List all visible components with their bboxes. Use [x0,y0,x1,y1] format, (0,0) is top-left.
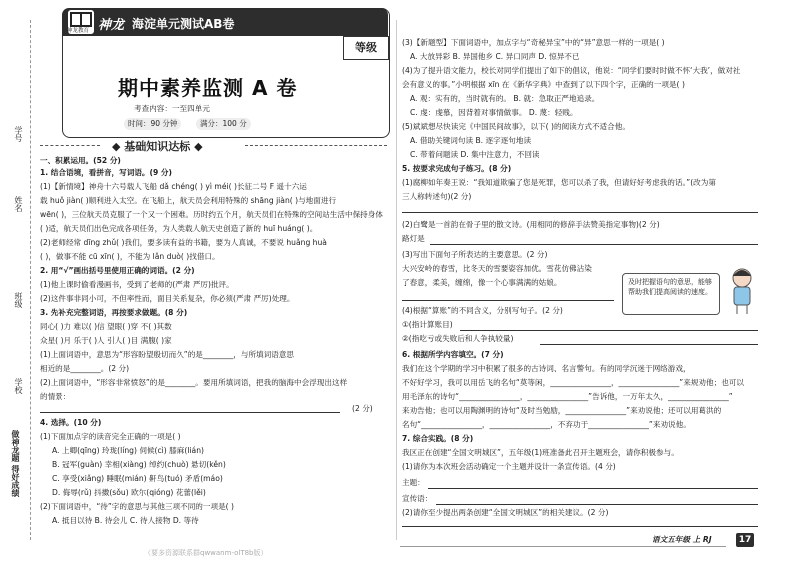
right-line: A. 观：实有的，当时就有的。 B. 就：急取正严地追录。 [410,94,600,103]
left-line: 1. 结合语境，看拼音，写词语。(9 分) [40,168,172,177]
left-line: ( )适，航天员们出色完成各项任务，为人类载人航天史创造了新的 huī huáng( )。 [40,224,318,233]
left-line: wēn( )，三位航天员克服了一个又一个困难。历时约五个月，航天员们在特殊的空间站生活中保持身体 [40,210,383,219]
right-line: ①(指计算账目) [402,320,453,329]
scope-text: 考查内容：一至四单元 [134,104,210,113]
side-label-class: 班级 [14,292,23,308]
right-line: (1)请你为本次班会活动确定一个主题并设计一条宣传语。(4 分) [402,462,616,471]
right-line: (3)【新题型】下面词语中，加点字与“奇秘异宝”中的“异”意思一样的一项是( ) [402,38,665,47]
answer-line [428,488,758,489]
right-line: 不好好学习，我可以用岳飞的名句“莫等闲，________________，________________”来规劝他；也可以 [402,378,744,387]
page-title: 期中素养监测 A 卷 [118,76,298,100]
left-line: (1)上面词语中，意思为“形容盼望殷切而久”的是________，与所填词语意思 [40,350,295,359]
footer-subject: 语文五年级 上 RJ [652,535,712,544]
left-line: (2)老师经常 dīng zhǔ( )我们，要多读有益的书籍，要为人真诚，不要说 huǎng huà [40,238,327,247]
right-line: 5. 按要求完成句子练习。(8 分) [402,164,512,173]
score-pill: 满分：100 分 [196,118,251,130]
answer-line [460,330,758,331]
answer-line [402,300,614,301]
footer-rule [400,546,726,547]
right-line: 我们在这个学期的学习中积累了很多的古诗词、名言警句。有的同学沉迷于网络游戏， [402,364,691,373]
left-line: 载 huǒ jiàn( )顺利进入太空。在飞船上，航天员会利用特殊的 shāng jiàn( )与地面进行 [40,196,337,205]
right-line: 三人称转述句)(2 分) [402,192,472,201]
right-line: 大兴安岭的春雪，比冬天的雪要姿容加优。雪花仿佛沾染 [402,264,592,273]
left-line: ( )，做事不能 cū xīn( )，不能为 lǎn duò( )找借口。 [40,252,220,261]
right-line: 用毛泽东的诗句“________________，________________”告诉他，一万年太久，________________” [402,392,733,401]
column-divider [396,20,397,540]
right-line: ②(指吃亏或失败后和人争执较量) [402,334,514,343]
right-line: C. 虔：虔慕，因背着对事情做事。 D. 蔑：轻贱。 [410,108,578,117]
tip-callout-text: 及时把握语句的意思，能够帮助我们提高阅读的速度。 [628,278,712,296]
right-line: 来劝告他；也可以用陶渊明的诗句“及时当勉励，________________”来劝说他；还可以用葛洪的 [402,406,722,415]
time-pill: 时间：90 分钟 [124,118,181,130]
left-line: (2)这件事非同小可，不但率性而，面目关系复杂，你必须(严肃 严厉)处理。 [40,294,295,303]
right-line: 我区正在创建“全国文明城区”，五年级(1)班准备此召开主题班会，请你积极参与。 [402,448,679,457]
side-label-name: 姓名 [14,196,23,212]
left-line: (1)【新情境】神舟十六号载人飞船 dǎ chéng( ) yì méi( )长征二号 F 遥十六运 [40,182,307,191]
right-line: (4)为了提升语文能力，校长对同学们提出了如下的倡议，他说：“同学们要时时做不怀‘大我’，做对社 [402,66,741,75]
left-line: 一、积累运用。(52 分) [40,156,121,165]
right-line: 主题： [402,478,425,487]
right-line: (2)白鹭是一首韵在骨子里的散文诗。(用相同的修辞手法赞美指定事物)(2 分) [402,220,660,229]
left-line: A. 抵目以待 B. 待会儿 C. 待人接物 D. 等待 [52,516,199,525]
side-motto: 做神龙题 得好成绩 [11,430,20,497]
left-line: (2)下面词语中，“待”字的意思与其他三项不同的一项是( ) [40,502,235,511]
binding-line [30,20,31,540]
answer-line [402,212,758,213]
right-line: 会有意义的事。”小明根据 xīn 在《新华字典》中查到了以下四个字，正确的一项是( ) [402,80,685,89]
side-label-student-id: 学号 [14,126,23,142]
answer-line [430,244,758,245]
cartoon-girl [722,266,762,316]
left-line: C. 享受(xiǎng) 睡眠(mián) 鼾鸟(tuó) 矛盾(máo) [52,474,223,483]
brand-logo-script: 神龙 [98,18,125,33]
page-number: 17 [736,533,754,547]
right-line: (3)写出下面句子所表达的主要意思。(2 分) [402,250,548,259]
answer-line [402,526,758,527]
left-line: (1)他上课时偷看漫画书，受到了老师的(严肃 严厉)批评。 [40,280,234,289]
section-title-text: 基础知识达标 [124,140,191,153]
right-line: 路灯是 [402,234,425,243]
right-line: (5)斌斌想尽快读完《中国民间故事》，以下( )的阅读方式不适合他。 [402,122,630,131]
right-line: (4)根据“算账”的不同含义，分别写句子。(2 分) [402,306,563,315]
left-line: (1)下面加点字的读音完全正确的一项是( ) [40,432,181,441]
brand-name: 海淀单元测试AB卷 [132,17,235,31]
section-title: ◆ 基础知识达标 ◆ [112,140,203,153]
cartoon-girl-icon [722,266,762,316]
right-line: C. 带着问题读 D. 集中注意力，不回读 [410,150,540,159]
answer-line [436,504,758,505]
right-line: 6. 根据所学内容填空。(7 分) [402,350,504,359]
right-line: 了春意，柔美，缠绵，像一个心事满满的姑娘。 [402,278,562,287]
right-line: 7. 综合实践。(8 分) [402,434,474,443]
right-line: (2)请你至少提出两条创建“全国文明城区”的相关建议。(2 分) [402,508,609,517]
left-line: D. 侮辱(rǔ) 抖擞(sǒu) 欧尔(qióng) 花蕾(lěi) [52,488,206,497]
answer-line [540,344,758,345]
right-line: (1)腐柳如年奏王说：“我知道欺骗了您是死罪，您可以杀了我，但请好好考虑我的话。”(改为第 [402,178,716,187]
left-line: A. 上卿(qīng) 玲珑(líng) 伺候(cì) 膝麻(lián) [52,446,204,455]
grade-box: 等级 [343,36,389,60]
right-line: A. 大放异彩 B. 异国他乡 C. 异口同声 D. 惊异不已 [410,52,580,61]
left-line: 的情景： [40,392,71,401]
footer-note: （要多资源联系群qwwanm-olT8b版） [144,549,268,557]
left-line: (2)上面词语中，“形容非常愤怒”的是________。要用所填词语，把我的脑海中会浮现出这样 [40,378,348,387]
right-line: 宣传语： [402,494,433,503]
logo-caption: 神龙教育 [67,28,90,34]
left-line: B. 冠军(guàn) 幸相(xiàng) 绰约(chuò) 悬切(kěn) [52,460,226,469]
side-label-school: 学校 [14,378,23,394]
answer-line [40,412,340,413]
left-line: 4. 选择。(10 分) [40,418,102,427]
left-line: 3. 先补充完整词语，再按要求做题。(8 分) [40,308,188,317]
left-line: 2. 用“√”画出括号里使用正确的词语。(2 分) [40,266,195,275]
left-line: 众星( )月 乐于( )人 引人( )目 满腹( )家 [40,336,172,345]
left-score: (2 分) [352,404,373,413]
right-line: 名句“________________，________________，不弃功于________________”来劝说他。 [402,420,691,429]
section-rule-left [40,145,100,146]
left-line: 同心( )力 难以( )信 望眼( )穿 不( )其数 [40,322,172,331]
right-line: A. 借助关键词句读 B. 逐字逐句地读 [410,136,532,145]
section-rule-right [245,145,387,146]
left-line: 相近的是________。(2 分) [40,364,130,373]
